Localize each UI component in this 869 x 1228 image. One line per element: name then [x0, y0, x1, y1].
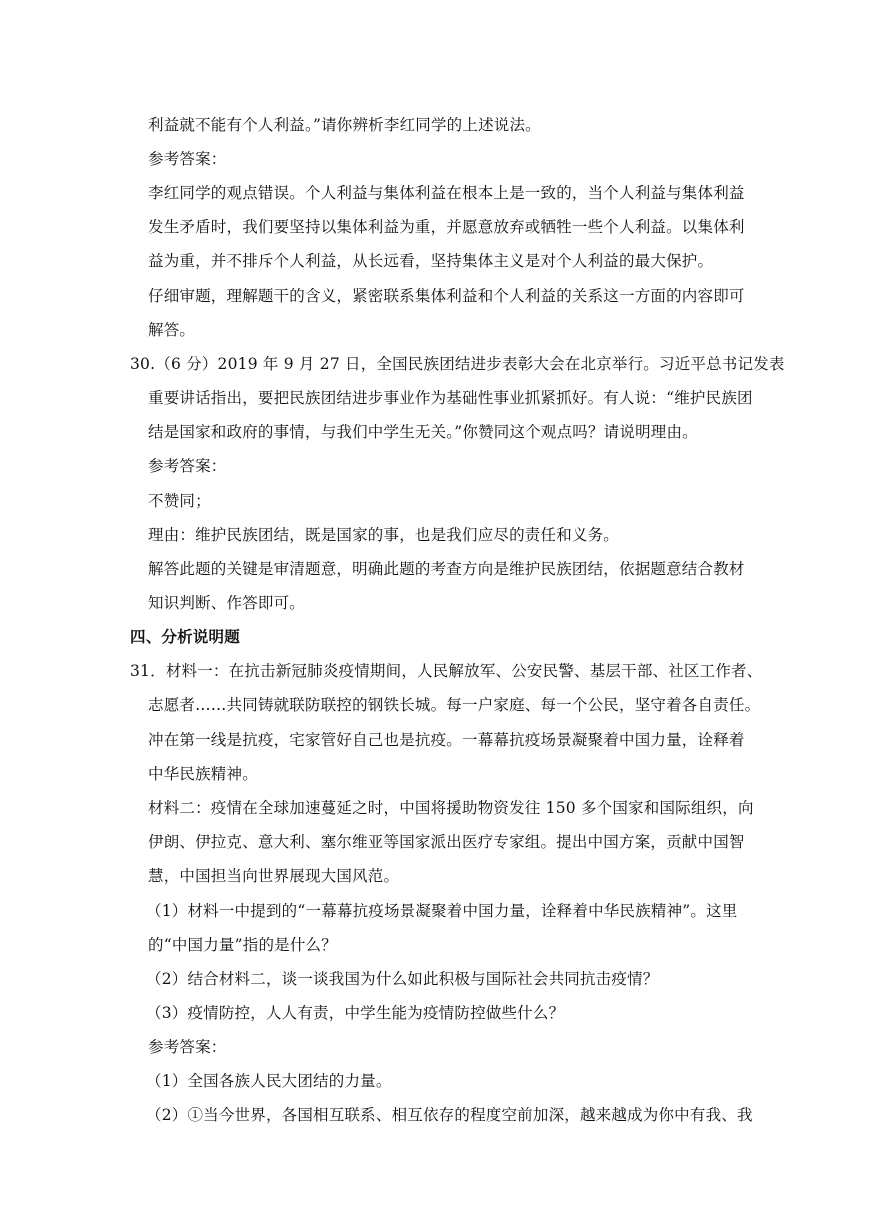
q29-analysis-line: 仔细审题，理解题干的含义，紧密联系集体利益和个人利益的关系这一方面的内容即可: [148, 287, 745, 305]
q29-answer-line: 益为重，并不排斥个人利益，从长远看，坚持集体主义是对个人利益的最大保护。: [148, 252, 714, 270]
q30-question-line: 30.（6 分）2019 年 9 月 27 日，全国民族团结进步表彰大会在北京举行。习近平总书记发表: [130, 355, 785, 373]
q31-material2-line: 慧，中国担当向世界展现大国风范。: [148, 867, 400, 885]
q31-subquestion-line: （1）材料一中提到的“一幕幕抗疫场景凝聚着中国力量，诠释着中华民族精神”。这里: [146, 902, 738, 920]
q29-analysis-line: 解答。: [148, 321, 196, 339]
q30-answer-line: 不赞同；: [148, 492, 211, 510]
q31-material2-line: 材料二：疫情在全球加速蔓延之时，中国将援助物资发往 150 多个国家和国际组织，向: [148, 799, 754, 817]
q31-material1-line: 31．材料一：在抗击新冠肺炎疫情期间，人民解放军、公安民警、基层干部、社区工作者、: [130, 662, 763, 680]
q30-analysis-line: 知识判断、作答即可。: [148, 594, 306, 612]
q31-material1-line: 冲在第一线是抗疫，宅家管好自己也是抗疫。一幕幕抗疫场景凝聚着中国力量，诠释着: [148, 731, 745, 749]
q30-answer-line: 理由：维护民族团结，既是国家的事，也是我们应尽的责任和义务。: [148, 526, 620, 544]
q31-answer-line: （1）全国各族人民大团结的力量。: [146, 1072, 392, 1090]
q31-subquestion-line: 的“中国力量”指的是什么？: [148, 936, 337, 954]
section-heading: 四、分析说明题: [130, 627, 240, 646]
q30-analysis-line: 解答此题的关键是审清题意，明确此题的考查方向是维护民族团结，依据题意结合教材: [148, 560, 745, 578]
q29-answer-label: 参考答案：: [148, 150, 227, 168]
q31-answer-line: （2）①当今世界，各国相互联系、相互依存的程度空前加深，越来越成为你中有我、我: [146, 1106, 753, 1124]
q31-subquestion-line: （2）结合材料二，谈一谈我国为什么如此积极与国际社会共同抗击疫情？: [146, 970, 659, 988]
q31-subquestion-line: （3）疫情防控，人人有责，中学生能为疫情防控做些什么？: [146, 1004, 565, 1022]
q31-material1-line: 志愿者……共同铸就联防联控的钢铁长城。每一户家庭、每一个公民，坚守着各自责任。: [148, 696, 761, 714]
q29-answer-line: 李红同学的观点错误。个人利益与集体利益在根本上是一致的，当个人利益与集体利益: [148, 184, 745, 202]
q31-answer-label: 参考答案：: [148, 1038, 227, 1056]
q31-material1-line: 中华民族精神。: [148, 765, 258, 783]
q30-question-line: 结是国家和政府的事情，与我们中学生无关。”你赞同这个观点吗？请说明理由。: [148, 423, 698, 441]
q31-material2-line: 伊朗、伊拉克、意大利、塞尔维亚等国家派出医疗专家组。提出中国方案，贡献中国智: [148, 833, 745, 851]
q30-question-line: 重要讲话指出，要把民族团结进步事业作为基础性事业抓紧抓好。有人说：“维护民族团: [148, 389, 753, 407]
q29-answer-line: 发生矛盾时，我们要坚持以集体利益为重，并愿意放弃或牺牲一些个人利益。以集体利: [148, 218, 745, 236]
q29-question-continuation: 利益就不能有个人利益。”请你辨析李红同学的上述说法。: [148, 116, 541, 134]
q30-answer-label: 参考答案：: [148, 457, 227, 475]
